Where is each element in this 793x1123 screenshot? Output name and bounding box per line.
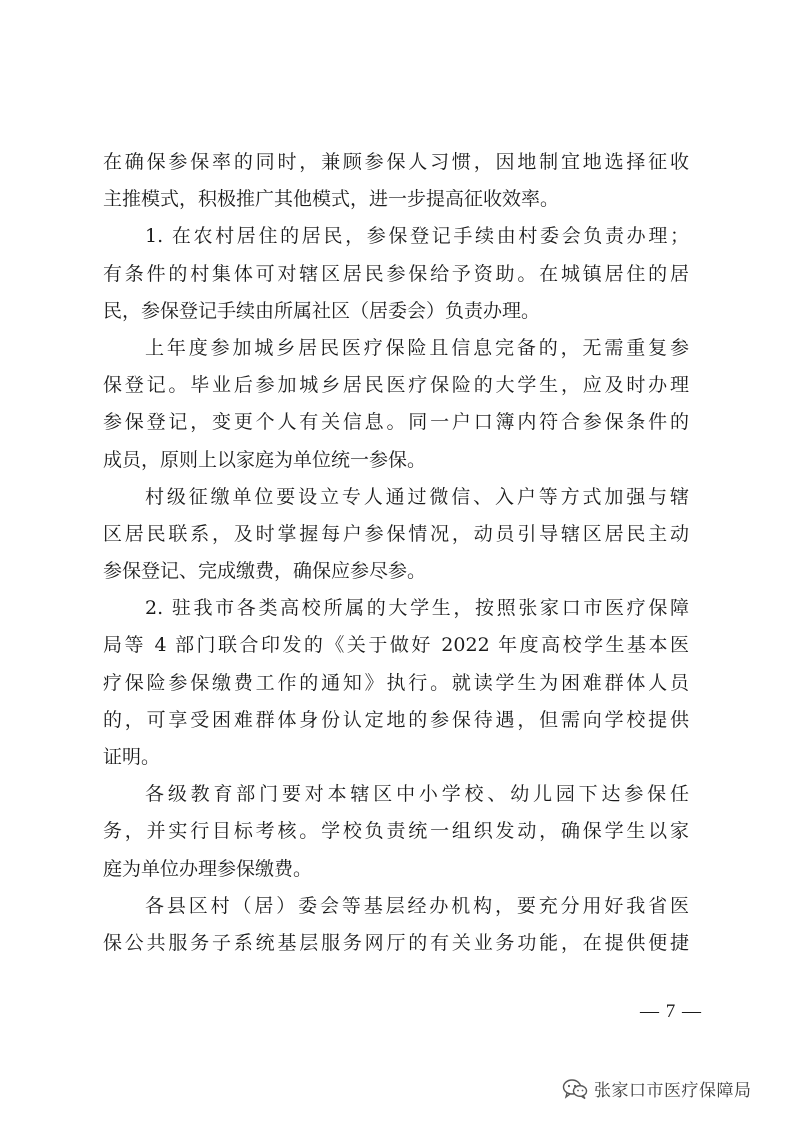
text-line: 区居民联系，及时掌握每户参保情况，动员引导辖区居民主动: [103, 522, 689, 545]
text-line: 参保登记、完成缴费，确保应参尽参。: [103, 560, 427, 583]
wechat-watermark: [562, 1076, 752, 1101]
wechat-icon: [562, 1078, 588, 1100]
text-line: 参保登记，变更个人有关信息。同一户口簿内符合参保条件的: [103, 411, 689, 434]
text-line: 成员，原则上以家庭为单位统一参保。: [103, 448, 427, 471]
text-line: 村级征缴单位要设立专人通过微信、入户等方式加强与辖: [145, 485, 689, 508]
text-line: 庭为单位办理参保缴费。: [103, 857, 313, 880]
page-number: — 7 —: [640, 1001, 702, 1022]
text-line: 务，并实行目标考核。学校负责统一组织发动，确保学生以家: [103, 820, 689, 843]
text-line: 证明。: [103, 746, 161, 768]
text-line: 上年度参加城乡居民医疗保险且信息完备的，无需重复参: [145, 336, 689, 359]
text-line: 局等 4 部门联合印发的《关于做好 2022 年度高校学生基本医: [103, 634, 689, 657]
text-line: 的，可享受困难群体身份认定地的参保待遇，但需向学校提供: [103, 708, 689, 731]
document-body: [103, 144, 689, 962]
watermark-text: 张家口市医疗保障局: [594, 1081, 752, 1101]
text-line: 保登记。毕业后参加城乡居民医疗保险的大学生，应及时办理: [103, 374, 689, 397]
text-line: 民，参保登记手续由所属社区（居委会）负责办理。: [103, 299, 541, 322]
text-line: 各县区村（居）委会等基层经办机构，要充分用好我省医: [145, 894, 689, 917]
text-line: 1. 在农村居住的居民，参保登记手续由村委会负责办理；: [145, 225, 689, 248]
text-line: 有条件的村集体可对辖区居民参保给予资助。在城镇居住的居: [103, 262, 689, 285]
text-line: 在确保参保率的同时，兼顾参保人习惯，因地制宜地选择征收: [103, 151, 689, 173]
text-line: 各级教育部门要对本辖区中小学校、幼儿园下达参保任: [145, 783, 689, 806]
text-line: 2. 驻我市各类高校所属的大学生，按照张家口市医疗保障: [145, 597, 689, 620]
text-line: 疗保险参保缴费工作的通知》执行。就读学生为困难群体人员: [103, 671, 689, 694]
text-line: 主推模式，积极推广其他模式，进一步提高征收效率。: [103, 188, 560, 211]
text-line: 保公共服务子系统基层服务网厅的有关业务功能，在提供便捷: [103, 931, 689, 954]
